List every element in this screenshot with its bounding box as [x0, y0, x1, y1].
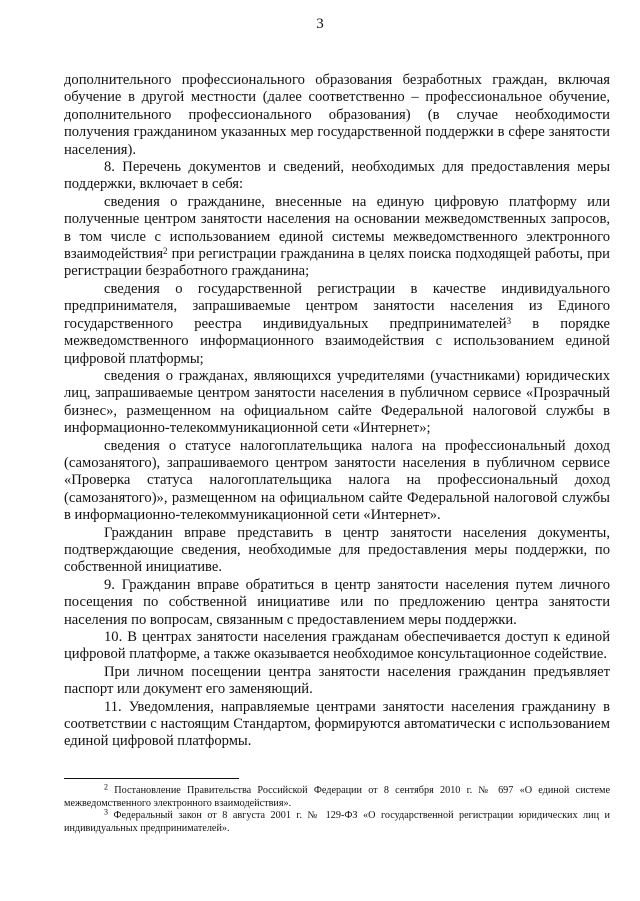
footnotes: [64, 778, 610, 835]
footnote-text: Федеральный закон от 8 августа 2001 г. № 129-ФЗ «О государственной регистрации юридических лиц и индивидуальных предпринимателей».: [64, 810, 610, 834]
paragraph-continuation: дополнительного профессионального образования безработных граждан, включая обучение в другой местности (далее соответственно – профессиональное обучение, дополнительного профессионального образования) (в случае необходимости получения гражданином указанных мер государственной поддержки в сфере занятости населения).: [64, 72, 610, 158]
paragraph-citizen-info: [64, 194, 610, 281]
paragraph-item-10: 10. В центрах занятости населения гражданам обеспечивается доступ к единой цифровой платформе, а также оказывается необходимое консультационное содействие.: [64, 629, 610, 663]
paragraph-selfemployed-info: сведения о статусе налогоплательщика налога на профессиональный доход (самозанятого), запрашиваемого центром занятости населения в публичном сервисе «Проверка статуса налогоплательщика налога на профессиональный доход (самозанятого)», размещенном на официальном сайте Федеральной налоговой службы в информационно-телекоммуникационной сети «Интернет».: [64, 437, 610, 524]
document-body: [64, 72, 610, 751]
footnote-text: Постановление Правительства Российской Федерации от 8 сентября 2010 г. № 697 «О единой системе межведомственного электронного взаимодействия».: [64, 785, 610, 809]
paragraph-item-9: 9. Гражданин вправе обратиться в центр занятости населения путем личного посещения по собственной инициативе или по предложению центра занятости населения по вопросам, связанным с предоставлением меры поддержки.: [64, 576, 610, 628]
footnote-number: 2: [104, 782, 108, 792]
paragraph-text: при регистрации гражданина в целях поиска подходящей работы, при регистрации безработного гражданина;: [64, 246, 610, 280]
paragraph-item-8: 8. Перечень документов и сведений, необходимых для предоставления меры поддержки, включает в себя:: [64, 159, 610, 193]
paragraph-text: сведения о государственной регистрации в качестве индивидуального предпринимателя, запрашиваемые центром занятости населения из Единого государственного реестра индивидуальных предпринимателей: [64, 280, 610, 332]
footnote-divider: [64, 778, 239, 779]
footnote-2: [64, 782, 610, 810]
footnote-ref: 2: [163, 246, 168, 257]
paragraph-own-initiative: Гражданин вправе представить в центр занятости населения документы, подтверждающие сведения, необходимые для предоставления меры поддержки, по собственной инициативе.: [64, 524, 610, 576]
paragraph-text: сведения о гражданине, внесенные на единую цифровую платформу или полученные центром занятости населения на основании межведомственных запросов, в том числе с использованием единой системы межведомственного электронного взаимодействия: [64, 193, 610, 263]
paragraph-founders-info: сведения о гражданах, являющихся учредителями (участниками) юридических лиц, запрашиваемые центром занятости населения в публичном сервисе «Прозрачный бизнес», размещенном на официальном сайте Федеральной налоговой службы в информационно-телекоммуникационной сети «Интернет»;: [64, 367, 610, 437]
paragraph-registration-info: [64, 281, 610, 368]
footnote-3: [64, 807, 610, 835]
page-number: 3: [316, 16, 324, 32]
footnote-number: 3: [104, 807, 108, 817]
paragraph-item-11: 11. Уведомления, направляемые центрами занятости населения гражданину в соответствии с настоящим Стандартом, формируются автоматически с использованием единой цифровой платформы.: [64, 698, 610, 750]
footnote-ref: 3: [506, 315, 512, 326]
paragraph-text: в порядке межведомственного информационного взаимодействия с использованием единой цифровой платформы;: [64, 315, 611, 367]
paragraph-passport: При личном посещении центра занятости населения гражданин предъявляет паспорт или документ его заменяющий.: [64, 663, 610, 698]
